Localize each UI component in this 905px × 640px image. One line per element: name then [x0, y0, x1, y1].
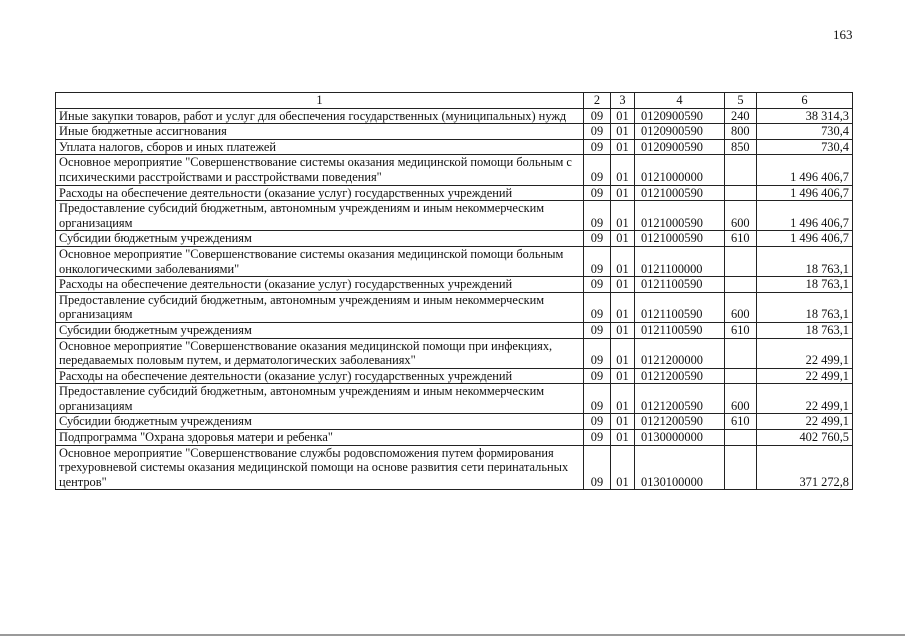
cell-subsection: 01: [611, 414, 635, 430]
cell-expense-type: [725, 277, 757, 293]
table-row: [56, 201, 853, 231]
cell-subsection: 01: [611, 430, 635, 446]
cell-subsection: 01: [611, 124, 635, 140]
cell-expense-type: 240: [725, 108, 757, 124]
cell-expense-type: [725, 430, 757, 446]
cell-amount: 1 496 406,7: [757, 231, 853, 247]
cell-section: 09: [584, 430, 611, 446]
header-col-1: 1: [56, 93, 584, 109]
cell-section: 09: [584, 124, 611, 140]
cell-name: Расходы на обеспечение деятельности (оказание услуг) государственных учреждений: [56, 185, 584, 201]
cell-amount: 18 763,1: [757, 292, 853, 322]
cell-target-article: 0121200590: [635, 368, 725, 384]
table-header-row: [56, 93, 853, 109]
page-number: 163: [833, 27, 853, 42]
cell-target-article: 0130100000: [635, 445, 725, 490]
cell-expense-type: 600: [725, 292, 757, 322]
cell-target-article: 0120900590: [635, 108, 725, 124]
table-row: [56, 430, 853, 446]
cell-amount: 22 499,1: [757, 384, 853, 414]
cell-subsection: 01: [611, 384, 635, 414]
cell-expense-type: 610: [725, 414, 757, 430]
cell-name: Уплата налогов, сборов и иных платежей: [56, 139, 584, 155]
cell-target-article: 0121100000: [635, 246, 725, 276]
header-col-5: 5: [725, 93, 757, 109]
cell-subsection: 01: [611, 246, 635, 276]
cell-expense-type: 850: [725, 139, 757, 155]
cell-target-article: 0121100590: [635, 292, 725, 322]
table-row: [56, 139, 853, 155]
cell-name: Предоставление субсидий бюджетным, автономным учреждениям и иным некоммерческим организациям: [56, 292, 584, 322]
cell-amount: 18 763,1: [757, 246, 853, 276]
table-row: [56, 414, 853, 430]
cell-name: Иные закупки товаров, работ и услуг для обеспечения государственных (муниципальных) нужд: [56, 108, 584, 124]
cell-name: Субсидии бюджетным учреждениям: [56, 414, 584, 430]
cell-subsection: 01: [611, 277, 635, 293]
cell-amount: 22 499,1: [757, 414, 853, 430]
cell-target-article: 0121200590: [635, 384, 725, 414]
cell-expense-type: 800: [725, 124, 757, 140]
cell-target-article: 0121000590: [635, 201, 725, 231]
table-row: [56, 124, 853, 140]
cell-expense-type: [725, 155, 757, 185]
cell-amount: 730,4: [757, 139, 853, 155]
table-row: [56, 384, 853, 414]
cell-name: Предоставление субсидий бюджетным, автономным учреждениям и иным некоммерческим организациям: [56, 201, 584, 231]
cell-target-article: 0121100590: [635, 322, 725, 338]
table-row: [56, 155, 853, 185]
cell-target-article: 0121000000: [635, 155, 725, 185]
cell-subsection: 01: [611, 185, 635, 201]
cell-section: 09: [584, 384, 611, 414]
cell-section: 09: [584, 155, 611, 185]
table-row: [56, 185, 853, 201]
cell-name: Предоставление субсидий бюджетным, автономным учреждениям и иным некоммерческим организациям: [56, 384, 584, 414]
table-row: [56, 231, 853, 247]
cell-expense-type: 600: [725, 201, 757, 231]
cell-subsection: 01: [611, 445, 635, 490]
cell-subsection: 01: [611, 338, 635, 368]
cell-section: 09: [584, 368, 611, 384]
cell-name: Основное мероприятие "Совершенствование системы оказания медицинской помощи больным с психическими расстройствами и расстройствами поведения": [56, 155, 584, 185]
cell-target-article: 0120900590: [635, 124, 725, 140]
cell-name: Субсидии бюджетным учреждениям: [56, 322, 584, 338]
cell-section: 09: [584, 445, 611, 490]
cell-target-article: 0121200590: [635, 414, 725, 430]
cell-name: Иные бюджетные ассигнования: [56, 124, 584, 140]
cell-expense-type: 610: [725, 231, 757, 247]
cell-subsection: 01: [611, 368, 635, 384]
cell-name: Расходы на обеспечение деятельности (оказание услуг) государственных учреждений: [56, 368, 584, 384]
cell-section: 09: [584, 201, 611, 231]
cell-subsection: 01: [611, 292, 635, 322]
cell-amount: 730,4: [757, 124, 853, 140]
header-col-4: 4: [635, 93, 725, 109]
cell-target-article: 0121000590: [635, 185, 725, 201]
cell-expense-type: [725, 368, 757, 384]
table-row: [56, 108, 853, 124]
cell-name: Основное мероприятие "Совершенствование системы оказания медицинской помощи больным онкологическими заболеваниями": [56, 246, 584, 276]
cell-subsection: 01: [611, 139, 635, 155]
cell-subsection: 01: [611, 108, 635, 124]
cell-section: 09: [584, 231, 611, 247]
cell-subsection: 01: [611, 201, 635, 231]
cell-target-article: 0120900590: [635, 139, 725, 155]
cell-target-article: 0121200000: [635, 338, 725, 368]
cell-section: 09: [584, 277, 611, 293]
cell-amount: 1 496 406,7: [757, 185, 853, 201]
cell-subsection: 01: [611, 231, 635, 247]
table-row: [56, 277, 853, 293]
header-col-2: 2: [584, 93, 611, 109]
cell-amount: 22 499,1: [757, 368, 853, 384]
cell-target-article: 0121000590: [635, 231, 725, 247]
cell-section: 09: [584, 185, 611, 201]
cell-expense-type: 600: [725, 384, 757, 414]
cell-target-article: 0130000000: [635, 430, 725, 446]
cell-expense-type: [725, 445, 757, 490]
cell-amount: 18 763,1: [757, 322, 853, 338]
header-col-6: 6: [757, 93, 853, 109]
budget-table: [55, 92, 853, 490]
cell-name: Расходы на обеспечение деятельности (оказание услуг) государственных учреждений: [56, 277, 584, 293]
cell-section: 09: [584, 139, 611, 155]
cell-name: Субсидии бюджетным учреждениям: [56, 231, 584, 247]
cell-name: Основное мероприятие "Совершенствование службы родовспоможения путем формирования трехуровневой системы оказания медицинской помощи на основе развития сети перинатальных центров": [56, 445, 584, 490]
table-row: [56, 338, 853, 368]
table-row: [56, 368, 853, 384]
cell-target-article: 0121100590: [635, 277, 725, 293]
cell-expense-type: [725, 246, 757, 276]
cell-amount: 18 763,1: [757, 277, 853, 293]
cell-section: 09: [584, 414, 611, 430]
cell-section: 09: [584, 322, 611, 338]
cell-expense-type: [725, 185, 757, 201]
cell-subsection: 01: [611, 155, 635, 185]
table-row: [56, 322, 853, 338]
cell-amount: 38 314,3: [757, 108, 853, 124]
table-row: [56, 445, 853, 490]
cell-amount: 1 496 406,7: [757, 201, 853, 231]
cell-expense-type: 610: [725, 322, 757, 338]
cell-name: Подпрограмма "Охрана здоровья матери и ребенка": [56, 430, 584, 446]
table-body: [56, 108, 853, 490]
cell-section: 09: [584, 292, 611, 322]
cell-amount: 402 760,5: [757, 430, 853, 446]
cell-section: 09: [584, 108, 611, 124]
cell-amount: 22 499,1: [757, 338, 853, 368]
page-bottom-edge: [0, 634, 905, 636]
table-row: [56, 246, 853, 276]
table-row: [56, 292, 853, 322]
cell-amount: 1 496 406,7: [757, 155, 853, 185]
cell-expense-type: [725, 338, 757, 368]
cell-subsection: 01: [611, 322, 635, 338]
header-col-3: 3: [611, 93, 635, 109]
cell-name: Основное мероприятие "Совершенствование оказания медицинской помощи при инфекциях, передаваемых половым путем, и дерматологических заболеваниях": [56, 338, 584, 368]
cell-section: 09: [584, 246, 611, 276]
cell-amount: 371 272,8: [757, 445, 853, 490]
cell-section: 09: [584, 338, 611, 368]
